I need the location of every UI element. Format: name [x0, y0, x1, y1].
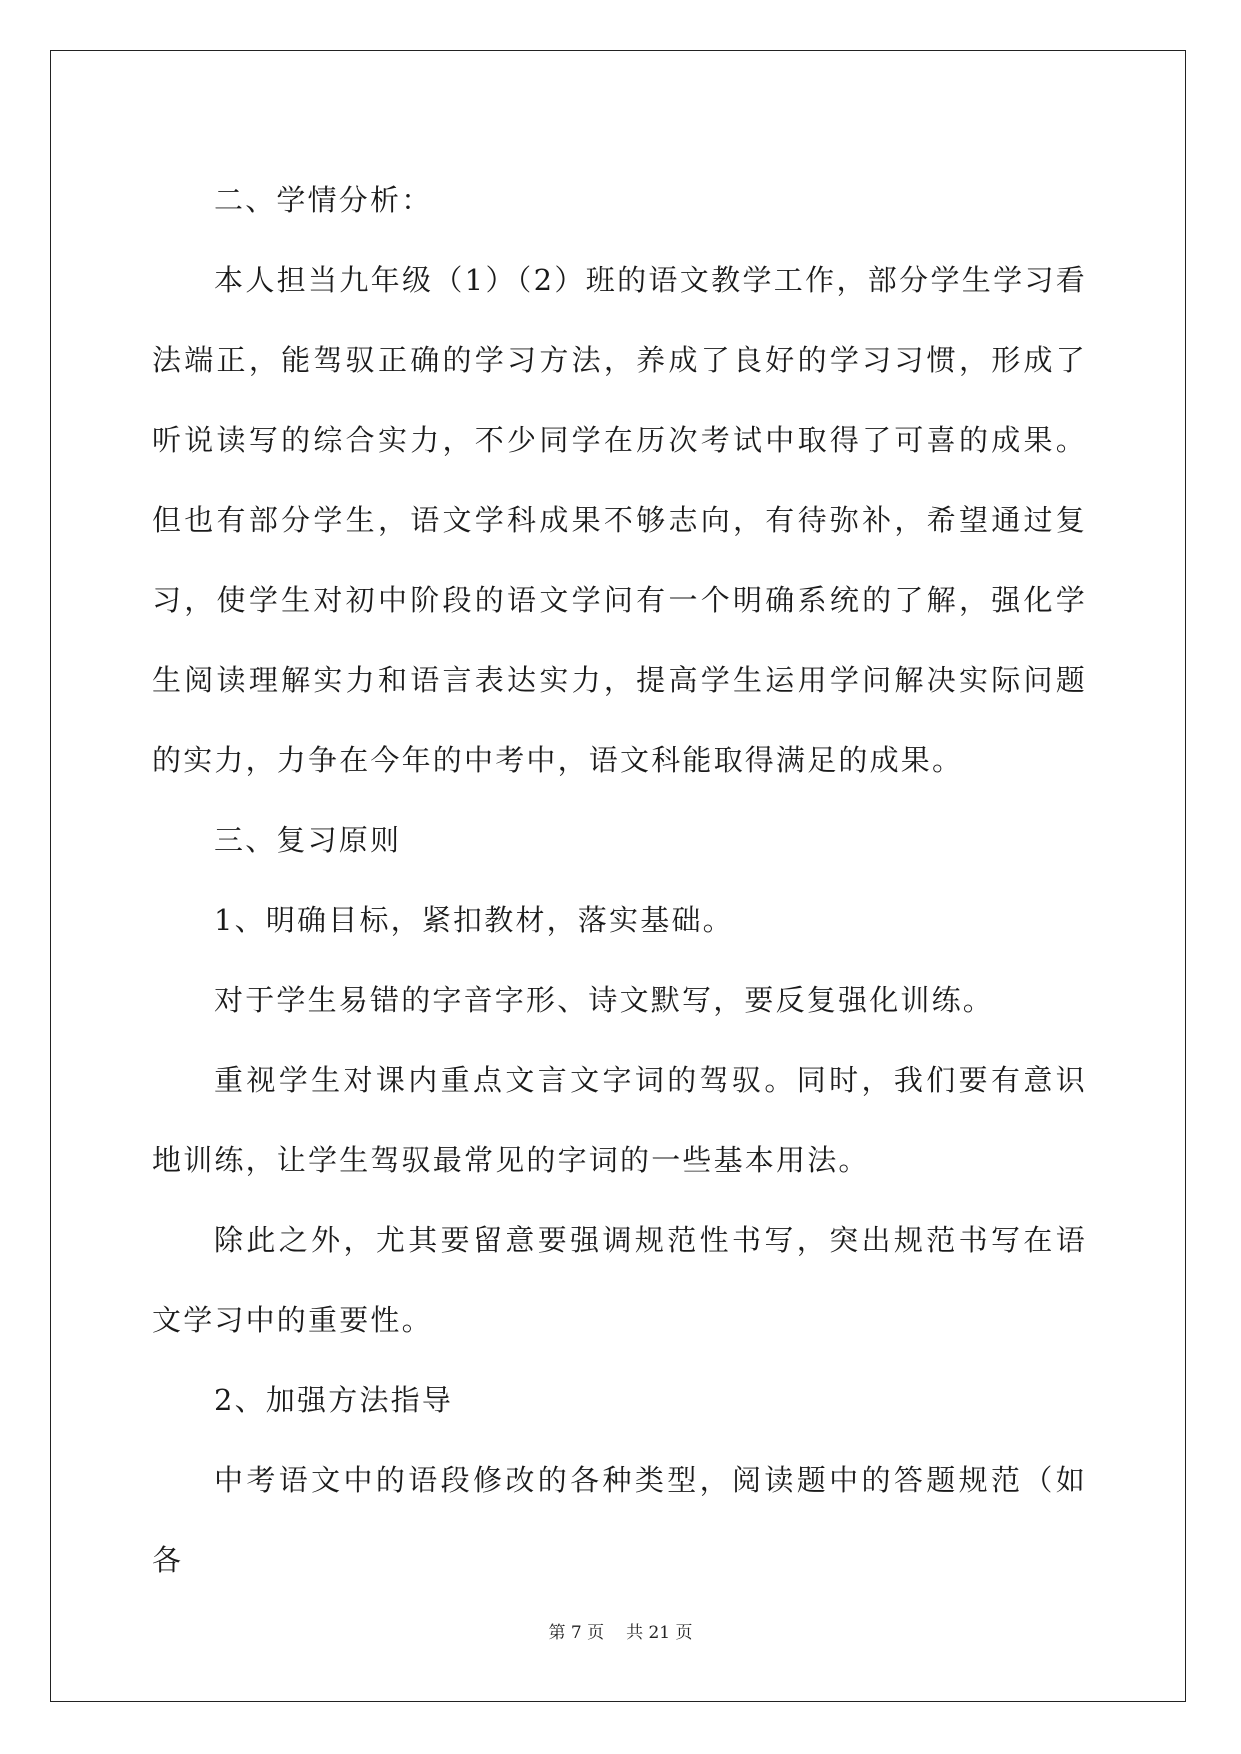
body-paragraph: 本人担当九年级（1）（2）班的语文教学工作，部分学生学习看法端正，能驾驭正确的学习方法，养成了良好的学习习惯，形成了听说读写的综合实力，不少同学在历次考试中取得了可喜的成果。但也有部分学生，语文学科成果不够志向，有待弥补，希望通过复习，使学生对初中阶段的语文学问有一个明确系统的了解，强化学生阅读理解实力和语言表达实力，提高学生运用学问解决实际问题的实力，力争在今年的中考中，语文科能取得满足的成果。 — [152, 263, 1087, 777]
body-paragraph: 对于学生易错的字音字形、诗文默写，要反复强化训练。 — [214, 983, 995, 1017]
page-footer — [0, 1618, 1241, 1643]
subsection-heading: 2、加强方法指导 — [214, 1383, 454, 1417]
body-paragraph: 中考语文中的语段修改的各种类型，阅读题中的答题规范（如各 — [152, 1463, 1087, 1577]
section-heading: 二、学情分析： — [214, 183, 433, 217]
body-paragraph: 除此之外，尤其要留意要强调规范性书写，突出规范书写在语文学习中的重要性。 — [152, 1223, 1087, 1337]
subsection-heading: 1、明确目标，紧扣教材，落实基础。 — [214, 903, 734, 937]
document-body — [152, 160, 1087, 1600]
page-number: 第 7 页 — [548, 1623, 605, 1643]
page-total: 共 21 页 — [626, 1623, 693, 1643]
body-paragraph: 重视学生对课内重点文言文字词的驾驭。同时，我们要有意识地训练，让学生驾驭最常见的字词的一些基本用法。 — [152, 1063, 1087, 1177]
section-heading: 三、复习原则 — [214, 823, 402, 857]
